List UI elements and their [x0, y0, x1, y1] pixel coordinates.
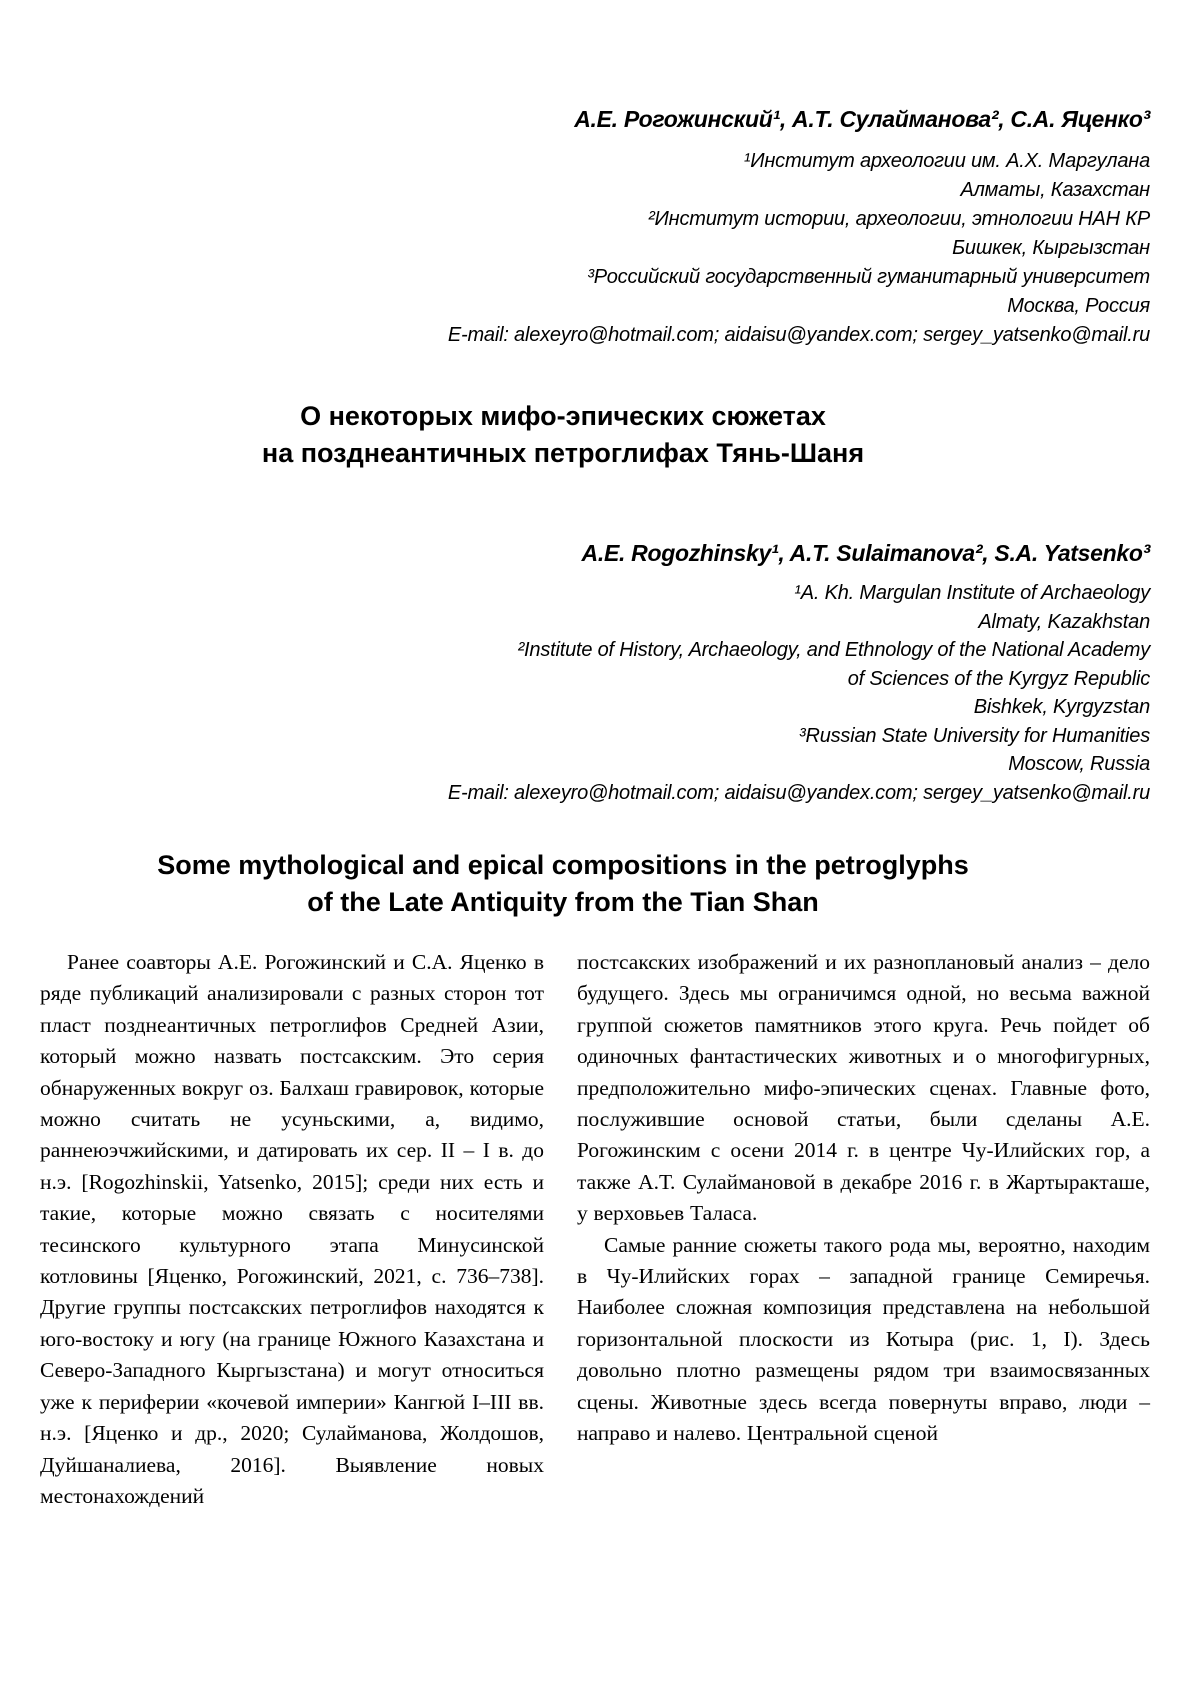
body-column-left	[40, 947, 544, 1512]
paragraph-intro: Ранее соавторы А.Е. Рогожинский и С.А. Яценко в ряде публикаций анализировали с разных сторон тот пласт позднеантичных петроглифов Средней Азии, который можно назвать постсакским. Это серия обнаруженных вокруг оз. Балхаш гравировок, которые можно считать не усуньскими, а, видимо, раннеюэчжийскими, и датировать их сер. II – I в. до н.э. [Rogozhinskii, Yatsenko, 2015]; среди них есть и такие, которые можно связать с носителями тесинского культурного этапа Минусинской котловины [Яценко, Рогожинский, 2021, с. 736–738]. Другие группы постсакских петроглифов находятся к юго-востоку и югу (на границе Южного Казахстана и Северо-Западного Кыргызстана) и могут относиться уже к периферии «кочевой империи» Кангюй I–III вв. н.э. [Яценко и др., 2020; Сулайманова, Жолдошов, Дуйшаналиева, 2016]. Выявление новых местонахождений	[40, 950, 544, 1508]
authors-line-en: A.E. Rogozhinsky¹, A.T. Sulaimanova², S.A. Yatsenko³	[581, 540, 1150, 566]
affiliation-line: ¹A. Kh. Margulan Institute of Archaeology	[794, 582, 1150, 604]
affiliation-line: ³Российский государственный гуманитарный университет	[587, 266, 1150, 288]
affiliation-line: Москва, Россия	[1007, 295, 1150, 317]
body-column-right	[577, 947, 1150, 1512]
paragraph-intro-continued: постсакских изображений и их разноплановый анализ – дело будущего. Здесь мы ограничимся одной, но весьма важной группой сюжетов памятников этого круга. Речь пойдет об одиночных фантастических животных и о многофигурных, предположительно мифо-эпических сценах. Главные фото, послужившие основой статьи, были сделаны А.Е. Рогожинским с осени 2014 г. в центре Чу-Илийских гор, а также А.Т. Сулаймановой в декабре 2016 г. в Жартыракташе, у верховьев Таласа.	[577, 950, 1150, 1226]
paper-title-en-line1: Some mythological and epical compositions in the petroglyphs	[157, 850, 969, 880]
authors-line-ru: А.Е. Рогожинский¹, А.Т. Сулайманова², С.А. Яценко³	[574, 106, 1150, 132]
affiliation-line: Алматы, Казахстан	[960, 179, 1150, 201]
paper-title-en-line2: of the Late Antiquity from the Tian Shan	[307, 887, 819, 917]
affiliations-ru	[40, 147, 1150, 350]
paper-title-ru-line1: О некоторых мифо-эпических сюжетах	[300, 401, 826, 431]
paper-title-ru	[40, 398, 1086, 472]
paper-title-en	[40, 847, 1086, 921]
affiliation-line: of Sciences of the Kyrgyz Republic	[847, 667, 1150, 690]
paper-title-ru-line2: на позднеантичных петроглифах Тянь-Шаня	[261, 438, 865, 468]
affiliation-line: Bishkek, Kyrgyzstan	[973, 696, 1150, 718]
article-body	[40, 947, 1150, 1512]
email-line-ru: E-mail: alexeyro@hotmail.com; aidaisu@yandex.com; sergey_yatsenko@mail.ru	[447, 324, 1150, 346]
affiliation-line: Almaty, Kazakhstan	[978, 610, 1150, 633]
affiliation-line: Moscow, Russia	[1008, 753, 1150, 775]
paragraph-earliest-scenes: Самые ранние сюжеты такого рода мы, вероятно, находим в Чу-Илийских горах – западной границе Семиречья. Наиболее сложная композиция представлена на небольшой горизонтальной плоскости из Котыра (рис. 1, I). Здесь довольно плотно размещены рядом три взаимосвязанных сцены. Животные здесь всегда повернуты вправо, люди – направо и налево. Центральной сценой	[577, 1232, 1150, 1446]
affiliation-line: ¹Институт археологии им. А.Х. Маргулана	[743, 150, 1150, 172]
affiliation-line: ²Institute of History, Archaeology, and Ethnology of the National Academy	[517, 639, 1150, 661]
affiliations-en	[40, 579, 1150, 807]
affiliation-line: Бишкек, Кыргызстан	[952, 237, 1150, 259]
email-line-en: E-mail: alexeyro@hotmail.com; aidaisu@yandex.com; sergey_yatsenko@mail.ru	[447, 781, 1150, 804]
affiliation-line: ³Russian State University for Humanities	[798, 724, 1150, 747]
affiliation-line: ²Институт истории, археологии, этнологии НАН КР	[648, 208, 1150, 230]
